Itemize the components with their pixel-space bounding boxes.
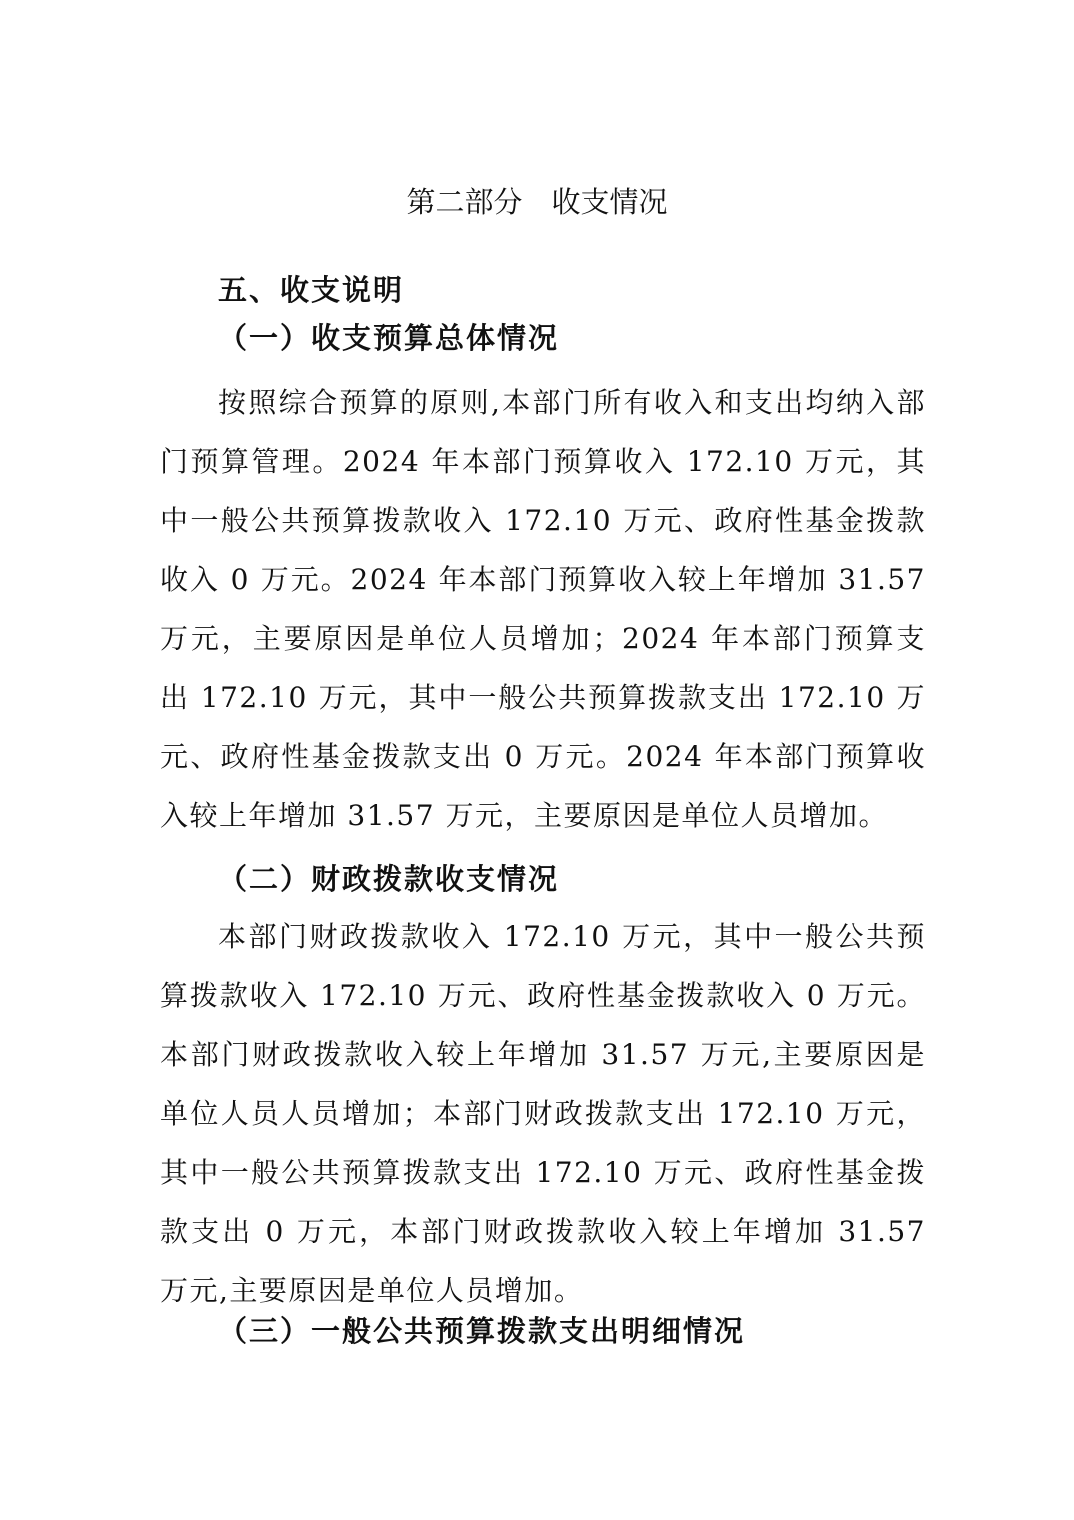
subsection-1-heading: （一）收支预算总体情况 — [218, 321, 560, 355]
section-heading: 五、收支说明 — [218, 273, 405, 307]
subsection-1-paragraph: 按照综合预算的原则,本部门所有收入和支出均纳入部门预算管理。2024 年本部门预算收入 172.10 万元，其中一般公共预算拨款收入 172.10 万元、政府性基金拨款收入 0 万元。2024 年本部门预算收入较上年增加 31.57 万元，主要原因是单位人员增加；2024 年本部门预算支出 172.10 万元，其中一般公共预算拨款支出 172.10 万元、政府性基金拨款支出 0 万元。2024 年本部门预算收入较上年增加 31.57 万元，主要原因是单位人员增加。 — [160, 386, 926, 832]
part-title: 第二部分 收支情况 — [406, 185, 668, 219]
subsection-2-paragraph: 本部门财政拨款收入 172.10 万元，其中一般公共预算拨款收入 172.10 万元、政府性基金拨款收入 0 万元。本部门财政拨款收入较上年增加 31.57 万元,主要原因是单位人员人员增加；本部门财政拨款支出 172.10 万元，其中一般公共预算拨款支出 172.10 万元、政府性基金拨款支出 0 万元，本部门财政拨款收入较上年增加 31.57 万元,主要原因是单位人员增加。 — [160, 920, 926, 1307]
subsection-3-heading: （三）一般公共预算拨款支出明细情况 — [218, 1314, 746, 1348]
subsection-2-heading: （二）财政拨款收支情况 — [218, 862, 560, 896]
